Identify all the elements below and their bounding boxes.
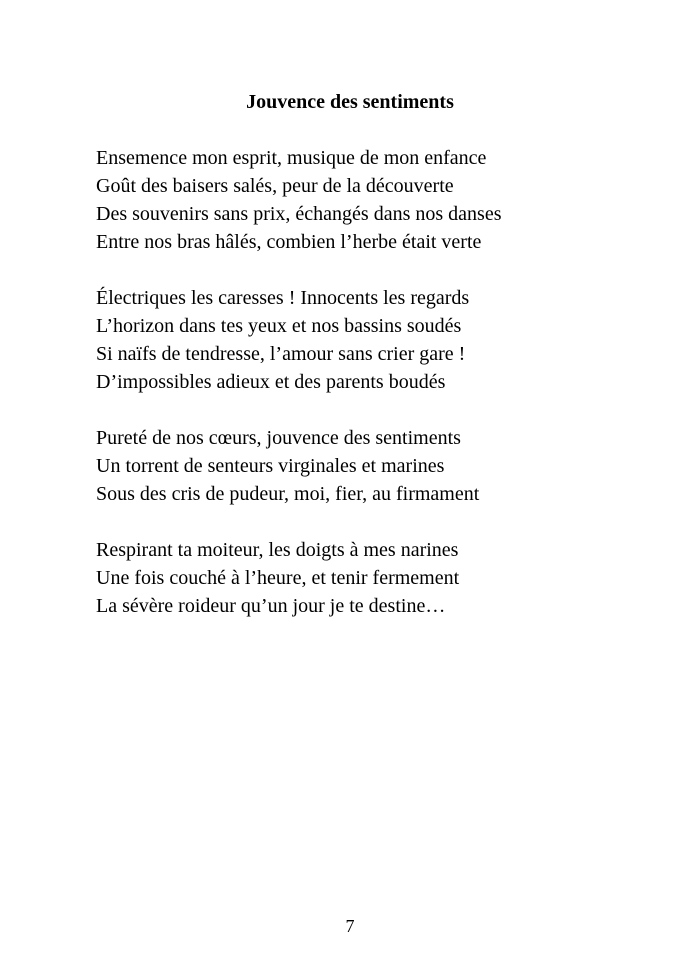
stanza-2 bbox=[96, 284, 656, 396]
poem-line: Respirant ta moiteur, les doigts à mes narines bbox=[96, 539, 459, 561]
poem-line: L’horizon dans tes yeux et nos bassins soudés bbox=[96, 315, 462, 337]
poem-line: Si naïfs de tendresse, l’amour sans crier gare ! bbox=[96, 343, 466, 365]
poem-title: Jouvence des sentiments bbox=[246, 91, 454, 113]
poem-line: Entre nos bras hâlés, combien l’herbe était verte bbox=[96, 231, 482, 253]
poem-line: Pureté de nos cœurs, jouvence des sentiments bbox=[96, 427, 461, 449]
poem-line: Électriques les caresses ! Innocents les regards bbox=[96, 287, 470, 309]
poem-line: Des souvenirs sans prix, échangés dans nos danses bbox=[96, 203, 502, 225]
poem-line: La sévère roideur qu’un jour je te destine… bbox=[96, 595, 446, 617]
page-number: 7 bbox=[345, 916, 355, 936]
stanza-1 bbox=[96, 144, 656, 256]
poem-line: Sous des cris de pudeur, moi, fier, au firmament bbox=[96, 483, 480, 505]
poem-line: Une fois couché à l’heure, et tenir fermement bbox=[96, 567, 460, 589]
poem-body bbox=[96, 144, 656, 648]
stanza-3 bbox=[96, 424, 656, 508]
poem-line: Ensemence mon esprit, musique de mon enfance bbox=[96, 147, 487, 169]
poem-line: D’impossibles adieux et des parents boudés bbox=[96, 371, 446, 393]
poem-line: Goût des baisers salés, peur de la découverte bbox=[96, 175, 454, 197]
stanza-4 bbox=[96, 536, 656, 620]
poem-line: Un torrent de senteurs virginales et marines bbox=[96, 455, 445, 477]
